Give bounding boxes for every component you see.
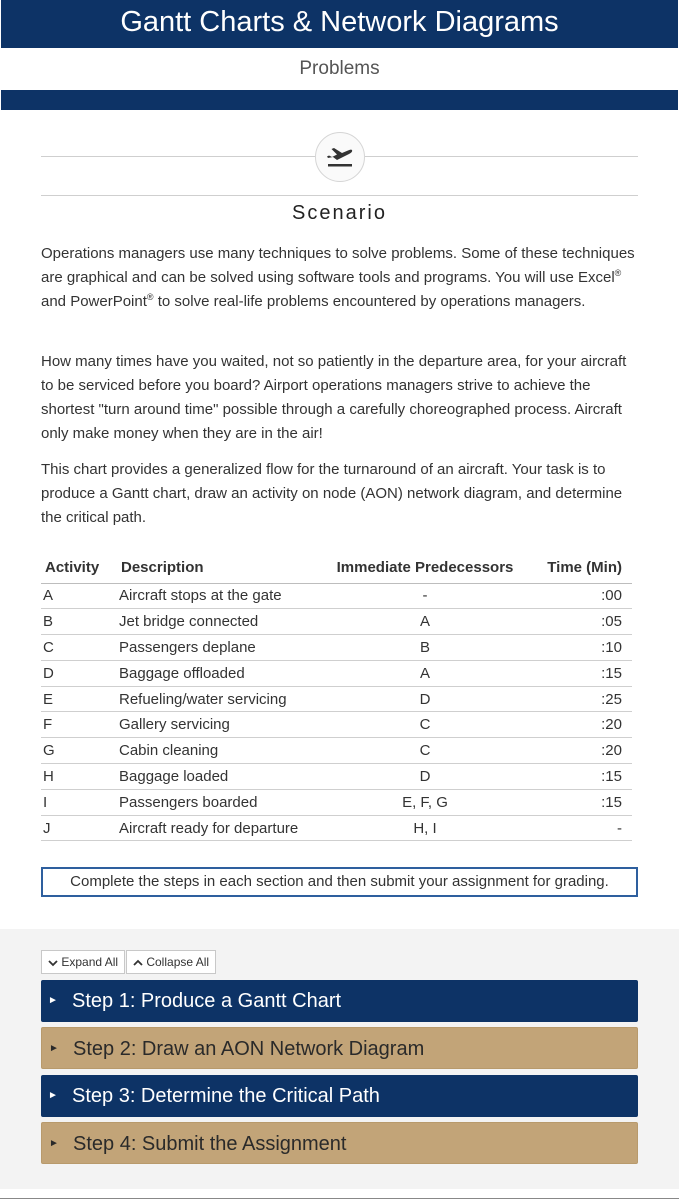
cell-predecessors: C xyxy=(325,738,525,764)
cell-time: :20 xyxy=(525,738,632,764)
bottom-divider xyxy=(0,1198,679,1199)
cell-description: Aircraft stops at the gate xyxy=(117,583,325,609)
cell-description: Refueling/water servicing xyxy=(117,686,325,712)
cell-description: Jet bridge connected xyxy=(117,609,325,635)
cell-time: :25 xyxy=(525,686,632,712)
chevron-down-icon xyxy=(48,959,58,967)
table-row xyxy=(41,583,632,609)
cell-predecessors: E, F, G xyxy=(325,789,525,815)
step-1-accordion[interactable] xyxy=(41,980,638,1022)
cell-predecessors: D xyxy=(325,764,525,790)
header-activity: Activity xyxy=(41,553,117,583)
cell-predecessors: H, I xyxy=(325,815,525,841)
scenario-heading: Scenario xyxy=(292,202,387,224)
cell-predecessors: - xyxy=(325,583,525,609)
table-header-row xyxy=(41,553,632,583)
cell-time: :15 xyxy=(525,789,632,815)
cell-description: Passengers boarded xyxy=(117,789,325,815)
divider-left xyxy=(41,156,315,157)
cell-activity: E xyxy=(41,686,117,712)
expand-all-button[interactable] xyxy=(41,950,125,974)
cell-activity: C xyxy=(41,635,117,661)
cell-predecessors: A xyxy=(325,660,525,686)
header-time: Time (Min) xyxy=(525,553,632,583)
page-subtitle: Problems xyxy=(299,58,380,79)
cell-time: :05 xyxy=(525,609,632,635)
expand-all-label: Expand All xyxy=(61,955,119,969)
cell-activity: I xyxy=(41,789,117,815)
cell-predecessors: C xyxy=(325,712,525,738)
scenario-paragraph-3: This chart provides a generalized flow for the turnaround of an aircraft. Your task is to produce a Gantt chart, draw an activity on node (AON) network diagram, and determine the critical path. xyxy=(41,461,623,526)
cell-description: Baggage offloaded xyxy=(117,660,325,686)
cell-predecessors: B xyxy=(325,635,525,661)
chevron-up-icon xyxy=(133,959,143,967)
page-title: Gantt Charts & Network Diagrams xyxy=(1,0,678,48)
caret-right-icon: ► xyxy=(48,1090,58,1101)
table-row xyxy=(41,686,632,712)
scenario-paragraph-2: How many times have you waited, not so patiently in the departure area, for your aircraft to be serviced before you board? Airport operations managers strive to achieve the shortest "turn around time" possible through a carefully choreographed process. Aircraft only make money when they are in the air! xyxy=(41,353,627,442)
cell-activity: A xyxy=(41,583,117,609)
cell-activity: H xyxy=(41,764,117,790)
cell-description: Cabin cleaning xyxy=(117,738,325,764)
step-label: Step 3: Determine the Critical Path xyxy=(72,1085,380,1107)
caret-right-icon: ► xyxy=(48,995,58,1006)
cell-time: - xyxy=(525,815,632,841)
activity-table xyxy=(41,553,632,841)
cell-activity: D xyxy=(41,660,117,686)
cell-time: :15 xyxy=(525,660,632,686)
cell-time: :00 xyxy=(525,583,632,609)
caret-right-icon: ► xyxy=(49,1138,59,1149)
cell-description: Passengers deplane xyxy=(117,635,325,661)
cell-time: :10 xyxy=(525,635,632,661)
cell-activity: J xyxy=(41,815,117,841)
cell-description: Aircraft ready for departure xyxy=(117,815,325,841)
table-row xyxy=(41,815,632,841)
step-4-accordion[interactable] xyxy=(41,1122,638,1164)
step-label: Step 2: Draw an AON Network Diagram xyxy=(73,1038,425,1060)
cell-activity: F xyxy=(41,712,117,738)
table-row xyxy=(41,789,632,815)
cell-activity: G xyxy=(41,738,117,764)
caret-right-icon: ► xyxy=(49,1043,59,1054)
cell-description: Baggage loaded xyxy=(117,764,325,790)
table-row xyxy=(41,738,632,764)
cell-time: :20 xyxy=(525,712,632,738)
collapse-all-label: Collapse All xyxy=(146,955,210,969)
step-label: Step 1: Produce a Gantt Chart xyxy=(72,990,342,1012)
step-3-accordion[interactable] xyxy=(41,1075,638,1117)
divider-full xyxy=(41,195,638,196)
cell-time: :15 xyxy=(525,764,632,790)
instructions-notice: Complete the steps in each section and then submit your assignment for grading. xyxy=(41,867,638,897)
header-description: Description xyxy=(117,553,325,583)
header-band xyxy=(1,90,678,110)
header-predecessors: Immediate Predecessors xyxy=(325,553,525,583)
cell-predecessors: D xyxy=(325,686,525,712)
step-label: Step 4: Submit the Assignment xyxy=(73,1133,347,1155)
table-row xyxy=(41,635,632,661)
table-row xyxy=(41,660,632,686)
cell-predecessors: A xyxy=(325,609,525,635)
step-2-accordion[interactable] xyxy=(41,1027,638,1069)
table-row xyxy=(41,712,632,738)
table-row xyxy=(41,764,632,790)
divider-right xyxy=(365,156,638,157)
cell-description: Gallery servicing xyxy=(117,712,325,738)
collapse-all-button[interactable] xyxy=(126,950,216,974)
table-row xyxy=(41,609,632,635)
scenario-paragraph-1: Operations managers use many techniques to solve problems. Some of these techniques are graphical and can be solved using software tools and programs. You will use Excel® and PowerPoint® to solve real-life problems encountered by operations managers. xyxy=(41,245,635,310)
cell-activity: B xyxy=(41,609,117,635)
airplane-departure-icon xyxy=(315,132,365,182)
